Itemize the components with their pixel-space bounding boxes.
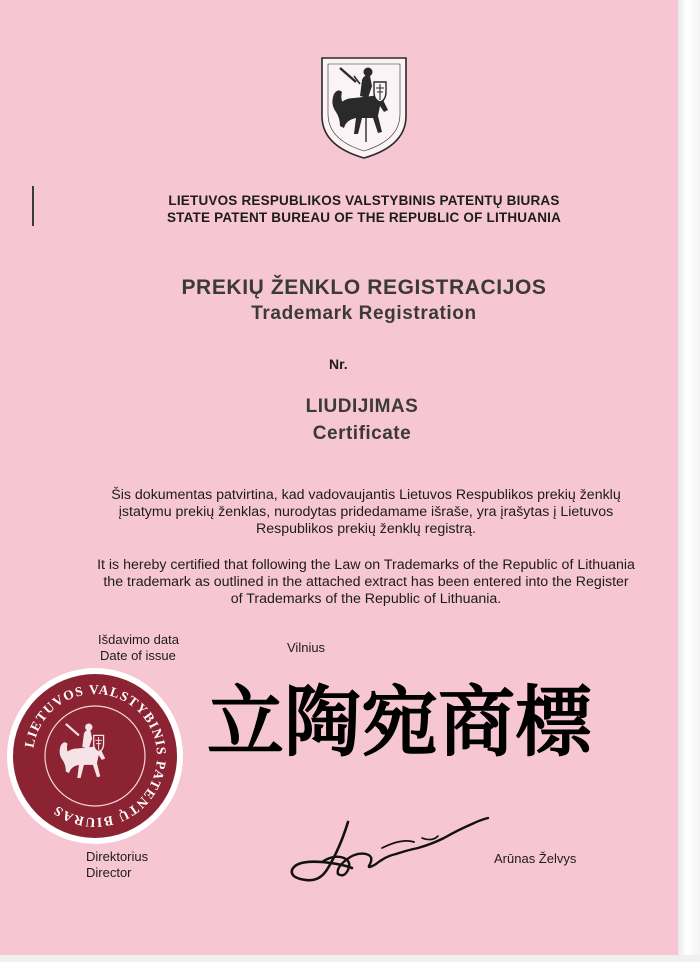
- director-label-en: Director: [86, 865, 132, 880]
- certification-paragraph-lt: Šis dokumentas patvirtina, kad vadovaujantis Lietuvos Respublikos prekių ženklų įstatymu prekių ženklas, nurodytas pridedamame išraše, yra įrašytas į Lietuvos Respublikos prekių ženklų registrą.: [111, 487, 621, 537]
- coat-of-arms-icon: [318, 54, 410, 162]
- number-label: Nr.: [329, 356, 348, 372]
- certificate-heading-en: Certificate: [312, 423, 412, 444]
- place-of-issue: Vilnius: [287, 640, 326, 655]
- seal-ring-text: LIETUVOS VALSTYBINIS PATENTŲ BIURAS: [21, 681, 170, 831]
- bureau-name-en: STATE PATENT BUREAU OF THE REPUBLIC OF LITHUANIA: [166, 210, 562, 225]
- certificate-heading-lt: LIUDIJIMAS: [305, 396, 419, 417]
- overlay-chinese-text: 立陶宛商標: [207, 680, 592, 766]
- issue-date-label-lt: Išdavimo data: [98, 632, 179, 647]
- director-signature: [282, 808, 492, 892]
- certification-paragraph-en: It is hereby certified that following the Law on Trademarks of the Republic of Lithuania the trademark as outlined in the attached extract has been entered into the Register of Trademarks of the Republic of Lithuania.: [97, 557, 635, 607]
- bottom-strip: [0, 955, 700, 962]
- director-label-lt: Direktorius: [86, 849, 149, 864]
- issue-date-label-en: Date of issue: [100, 648, 176, 663]
- bureau-seal-stamp: [6, 667, 184, 845]
- director-name: Arūnas Želvys: [494, 851, 577, 866]
- bureau-name-lt: LIETUVOS RESPUBLIKOS VALSTYBINIS PATENTŲ BIURAS: [168, 193, 560, 208]
- title-lt: PREKIŲ ŽENKLO REGISTRACIJOS: [181, 276, 547, 299]
- page-edge: [678, 0, 700, 962]
- title-en: Trademark Registration: [251, 303, 477, 324]
